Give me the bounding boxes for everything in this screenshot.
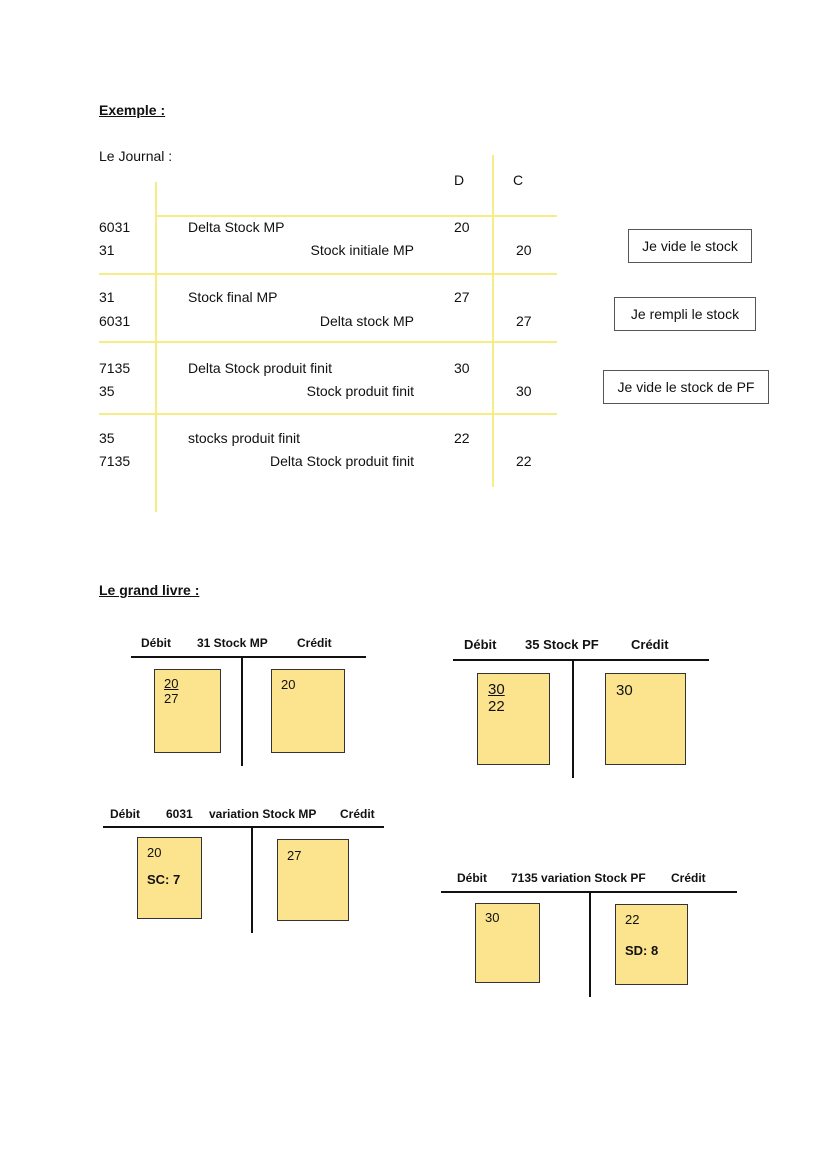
t-account-divider <box>241 656 243 766</box>
entry-account-credit: 35 <box>99 383 115 399</box>
debit-value: 30 <box>488 681 505 698</box>
credit-box <box>277 839 349 921</box>
entry-label-credit: Delta Stock produit finit <box>270 453 414 469</box>
debit-box <box>154 669 221 753</box>
entry-account-credit: 7135 <box>99 453 131 469</box>
entry-label-debit: Delta Stock produit finit <box>188 360 332 376</box>
t-account-divider <box>589 891 591 997</box>
credit-box <box>605 673 686 765</box>
entry-label-debit: Delta Stock MP <box>188 219 285 235</box>
t-account-divider <box>251 826 253 933</box>
entry-debit-amount: 27 <box>454 289 470 305</box>
note-box: Je vide le stock <box>628 229 752 263</box>
journal-title: Le Journal : <box>99 148 173 164</box>
t-account-top-line <box>103 826 384 828</box>
debit-balance: SC: 7 <box>147 872 181 887</box>
note-box: Je rempli le stock <box>614 297 756 331</box>
t-account-credit-label: Crédit <box>671 871 706 885</box>
t-account-debit-label: Débit <box>110 807 140 821</box>
entry-debit-amount: 22 <box>454 430 470 446</box>
entry-credit-amount: 30 <box>516 383 532 399</box>
entry-credit-amount: 27 <box>516 313 532 329</box>
debit-value: 20 <box>164 676 179 691</box>
t-account-debit-label: Débit <box>464 637 497 652</box>
entry-label-debit: stocks produit finit <box>188 430 301 446</box>
credit-box <box>271 669 345 753</box>
journal-col-debit: D <box>454 172 465 188</box>
entry-account-debit: 7135 <box>99 360 131 376</box>
debit-value: 22 <box>488 698 505 715</box>
example-heading: Exemple : <box>99 102 166 118</box>
entry-debit-amount: 20 <box>454 219 470 235</box>
debit-box <box>477 673 550 765</box>
credit-balance: SD: 8 <box>625 943 659 958</box>
debit-value: 20 <box>147 845 162 860</box>
t-account-divider <box>572 659 574 778</box>
journal-col-credit: C <box>513 172 524 188</box>
credit-value: 22 <box>625 912 640 927</box>
t-account-credit-label: Crédit <box>297 636 332 650</box>
t-account-name: 7135 variation Stock PF <box>511 871 646 885</box>
entry-account-credit: 31 <box>99 242 115 258</box>
entry-account-debit: 6031 <box>99 219 131 235</box>
journal-grid-vertical-left <box>155 182 157 512</box>
journal-grid-vertical-right <box>492 155 494 487</box>
debit-value: 30 <box>485 910 500 925</box>
entry-credit-amount: 20 <box>516 242 532 258</box>
credit-value: 30 <box>616 682 633 699</box>
entry-label-credit: Delta stock MP <box>319 313 414 329</box>
journal-grid-line <box>99 273 557 275</box>
entry-debit-amount: 30 <box>454 360 470 376</box>
t-account-credit-label: Crédit <box>340 807 375 821</box>
journal-grid-line <box>99 341 557 343</box>
entry-credit-amount: 22 <box>516 453 532 469</box>
entry-account-credit: 6031 <box>99 313 131 329</box>
t-account-name: variation Stock MP <box>209 807 317 821</box>
debit-box <box>137 837 202 919</box>
t-account-number: 6031 <box>166 807 193 821</box>
entry-account-debit: 35 <box>99 430 115 446</box>
debit-value: 27 <box>164 691 179 706</box>
entry-label-credit: Stock produit finit <box>306 383 414 399</box>
debit-box <box>475 903 540 983</box>
note-box: Je vide le stock de PF <box>603 370 769 404</box>
ledger-heading: Le grand livre : <box>99 582 200 598</box>
journal-grid-line <box>155 215 557 217</box>
credit-box <box>615 904 688 985</box>
entry-label-credit: Stock initiale MP <box>310 242 414 258</box>
journal-grid-line <box>99 413 557 415</box>
t-account-debit-label: Débit <box>457 871 487 885</box>
credit-value: 27 <box>287 848 302 863</box>
t-account-top-line <box>131 656 366 658</box>
credit-value: 20 <box>281 677 296 692</box>
t-account-debit-label: Débit <box>141 636 171 650</box>
t-account-top-line <box>453 659 709 661</box>
entry-label-debit: Stock final MP <box>188 289 278 305</box>
t-account-credit-label: Crédit <box>631 637 669 652</box>
entry-account-debit: 31 <box>99 289 115 305</box>
t-account-name: 35 Stock PF <box>525 637 599 652</box>
t-account-name: 31 Stock MP <box>197 636 268 650</box>
